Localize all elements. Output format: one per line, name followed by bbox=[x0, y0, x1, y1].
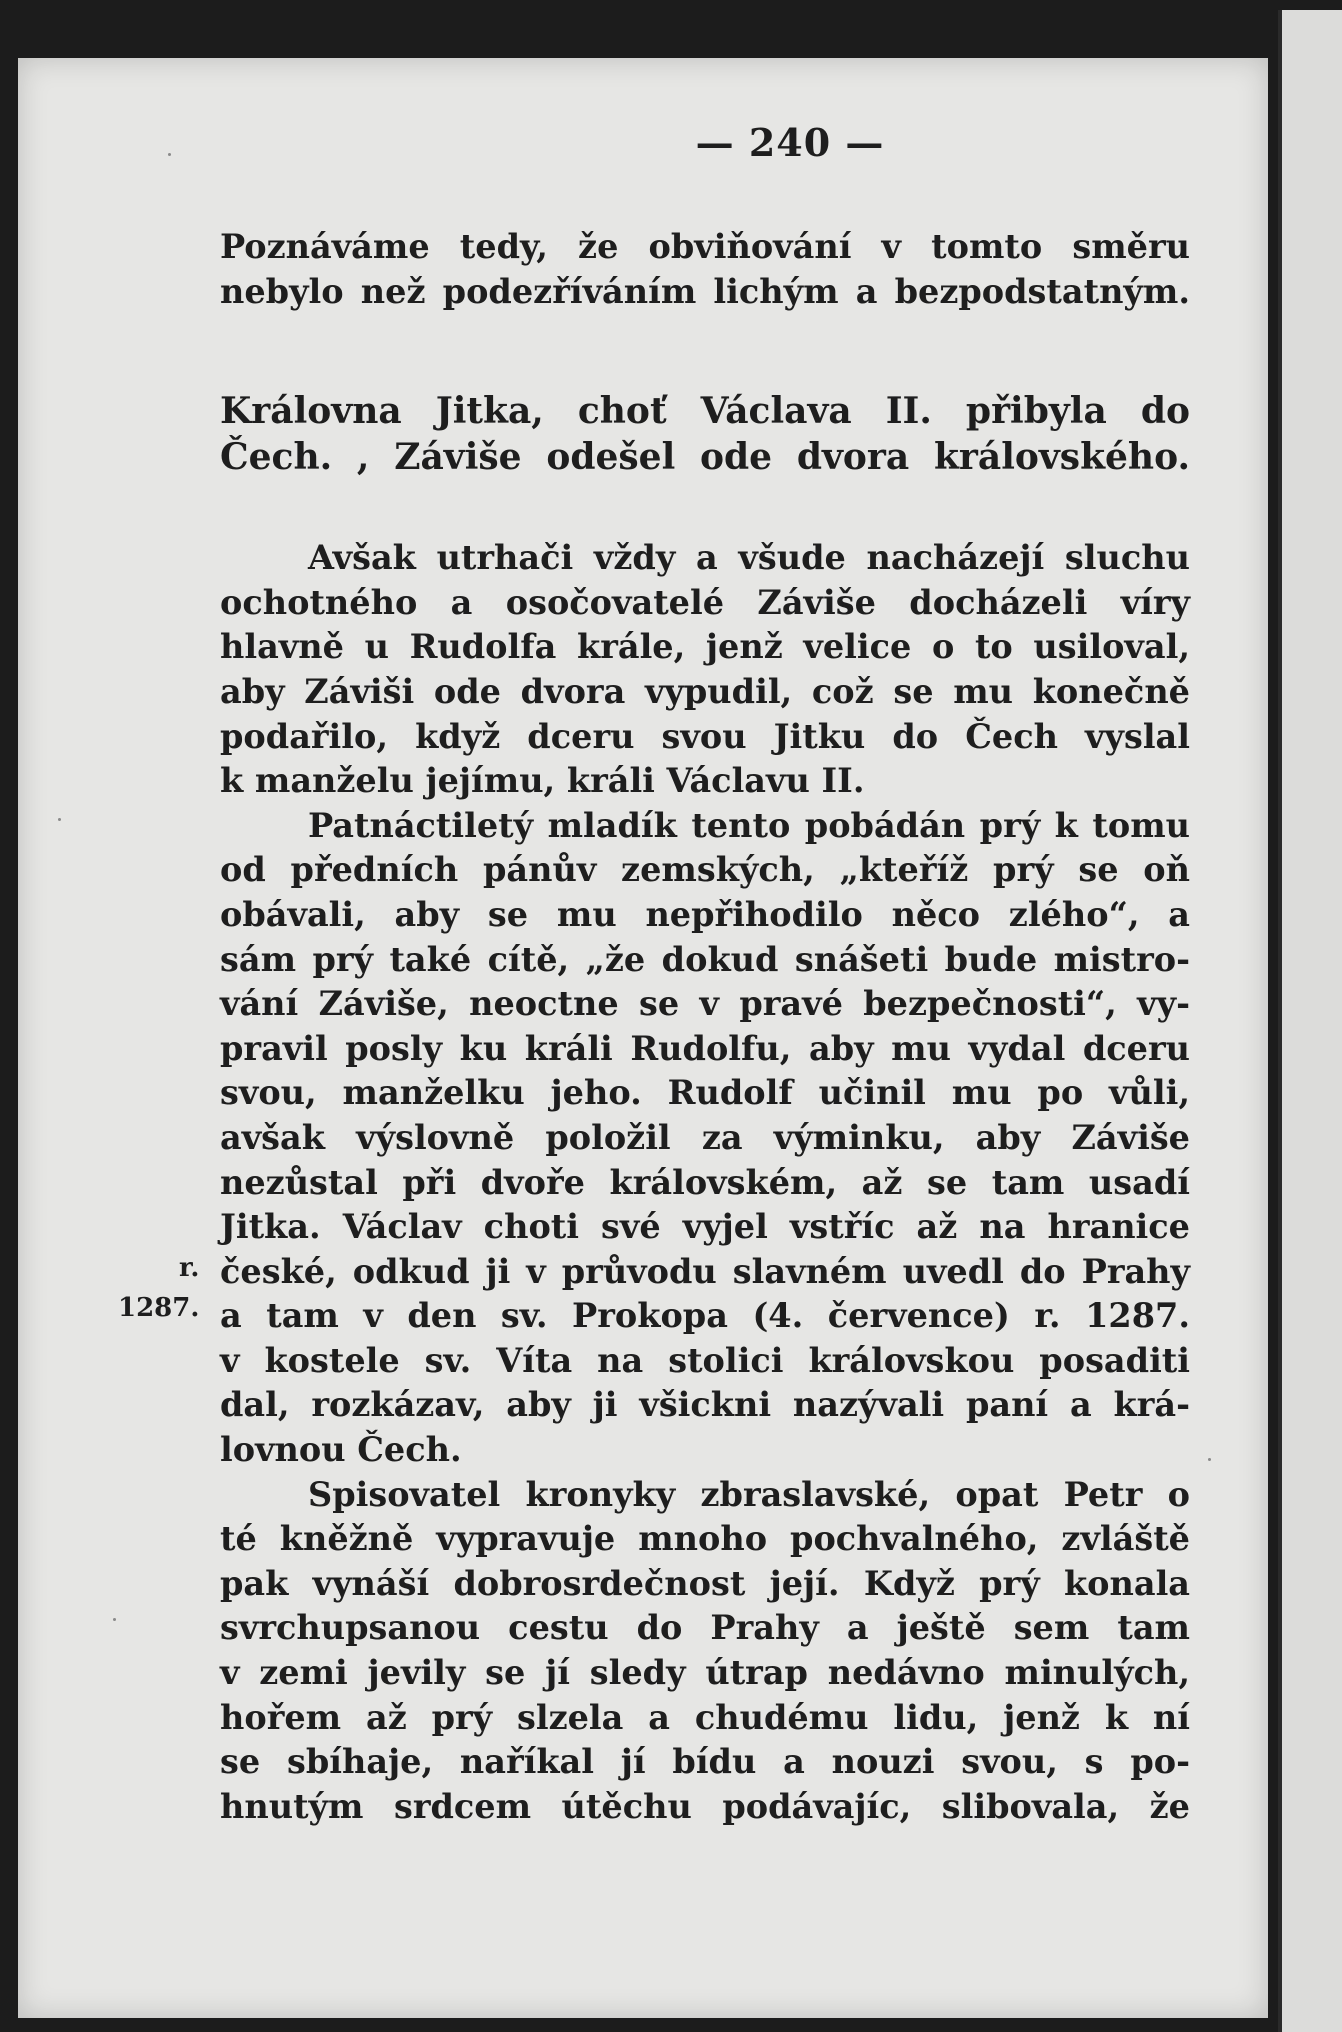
text-line: hlavně u Rudolfa krále, jenž velice o to usiloval, bbox=[220, 627, 1190, 667]
body-text bbox=[220, 225, 1190, 1829]
text-line: Jitka. Václav choti své vyjel vstříc až na hranice bbox=[220, 1207, 1190, 1247]
text-line: lovnou Čech. bbox=[220, 1430, 462, 1470]
text-line: hořem až prý slzela a chudému lidu, jenž k ní bbox=[220, 1697, 1190, 1737]
text-line: Spisovatel kronyky zbraslavské, opat Petr o bbox=[308, 1474, 1190, 1514]
text-line: Avšak utrhači vždy a všude nacházejí sluchu bbox=[308, 538, 1190, 578]
text-line: od předních pánův zemských, „kteříž prý se oň bbox=[220, 850, 1190, 890]
text-line: v zemi jevily se jí sledy útrap nedávno minulých, bbox=[220, 1653, 1190, 1693]
text-line: v kostele sv. Víta na stolici královskou posaditi bbox=[220, 1340, 1190, 1380]
dust-speck bbox=[58, 818, 61, 821]
page-number: — 240 — bbox=[695, 120, 885, 165]
margin-note-line: r. bbox=[179, 1253, 200, 1283]
dust-speck bbox=[113, 1618, 116, 1621]
next-page-edge bbox=[1278, 10, 1342, 2032]
text-line: k manželu jejímu, králi Václavu II. bbox=[220, 761, 865, 801]
text-line: nebylo než podezříváním lichým a bezpodstatným. bbox=[220, 271, 1190, 311]
text-line: pravil posly ku králi Rudolfu, aby mu vydal dceru bbox=[220, 1028, 1190, 1068]
paragraph-1 bbox=[220, 536, 1190, 804]
text-line: Poznáváme tedy, že obviňování v tomto směru bbox=[220, 227, 1190, 266]
dust-speck bbox=[1208, 1458, 1211, 1461]
text-line: Patnáctiletý mladík tento pobádán prý k tomu bbox=[308, 805, 1190, 845]
text-line: nezůstal při dvoře královském, až se tam usadí bbox=[220, 1162, 1190, 1202]
text-line: a tam v den sv. Prokopa (4. července) r. 1287. bbox=[220, 1296, 1190, 1336]
text-line: obávali, aby se mu nepřihodilo něco zlého“, a bbox=[220, 894, 1190, 934]
heading-line: Královna Jitka, choť Václava II. přibyla do bbox=[220, 390, 1190, 433]
margin-note-line: 1287. bbox=[118, 1293, 200, 1323]
margin-note-year bbox=[118, 1248, 199, 1328]
text-line: pak vynáší dobrosrdečnost její. Když prý konala bbox=[220, 1563, 1190, 1603]
text-line: vání Záviše, neoctne se v pravé bezpečnosti“, vy- bbox=[220, 984, 1190, 1024]
section-heading bbox=[220, 388, 1190, 480]
heading-line: Čech. , Záviše odešel ode dvora královského. bbox=[220, 436, 1190, 479]
paragraph-3 bbox=[220, 1473, 1190, 1830]
intro-paragraph bbox=[220, 225, 1190, 314]
text-line: avšak výslovně položil za výminku, aby Záviše bbox=[220, 1117, 1190, 1157]
text-line: dal, rozkázav, aby ji všickni nazývali paní a krá- bbox=[220, 1385, 1190, 1425]
text-line: české, odkud ji v průvodu slavném uvedl do Prahy bbox=[220, 1251, 1190, 1291]
paragraph-2 bbox=[220, 804, 1190, 1473]
text-line: svou, manželku jeho. Rudolf učinil mu po vůli, bbox=[220, 1073, 1190, 1113]
text-line: se sbíhaje, naříkal jí bídu a nouzi svou, s po- bbox=[220, 1742, 1190, 1782]
text-line: ochotného a osočovatelé Záviše docházeli víry bbox=[220, 582, 1190, 622]
text-line: hnutým srdcem útěchu podávajíc, slibovala, že bbox=[220, 1786, 1190, 1826]
text-line: té kněžně vypravuje mnoho pochvalného, zvláště bbox=[220, 1519, 1190, 1559]
text-line: svrchupsanou cestu do Prahy a ještě sem tam bbox=[220, 1608, 1190, 1648]
text-line: aby Záviši ode dvora vypudil, což se mu konečně bbox=[220, 671, 1190, 711]
text-line: podařilo, když dceru svou Jitku do Čech vyslal bbox=[220, 716, 1190, 756]
text-line: sám prý také cítě, „že dokud snášeti bude mistro- bbox=[220, 939, 1190, 979]
